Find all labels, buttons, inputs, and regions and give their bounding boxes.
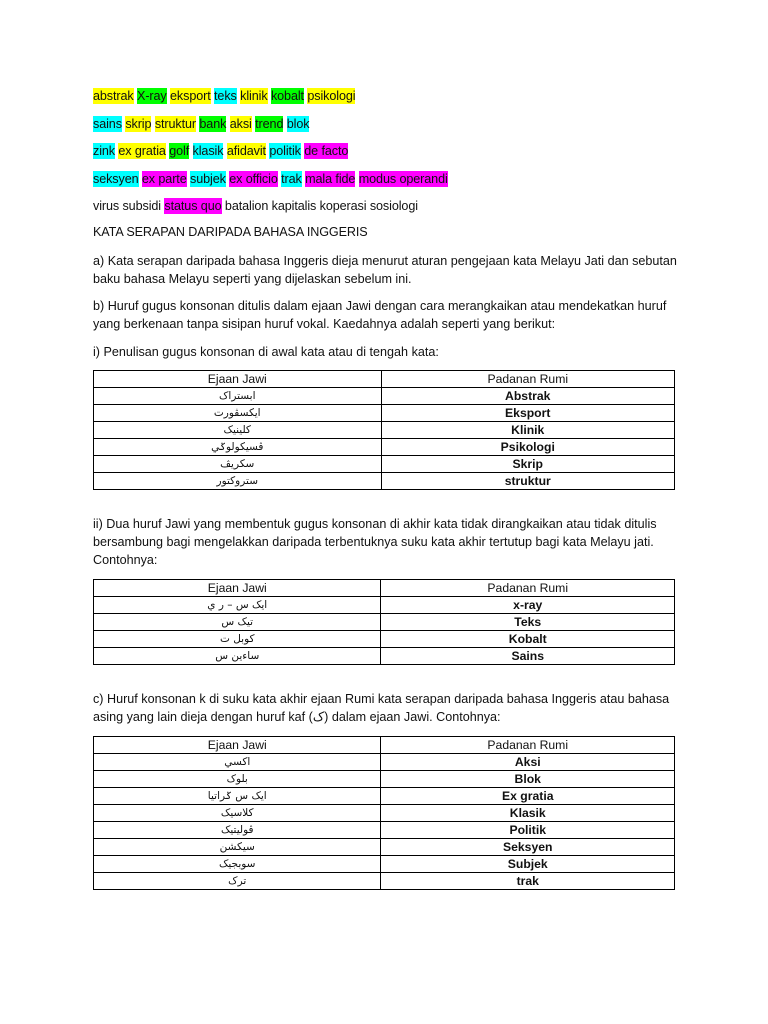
rumi-cell: Teks	[381, 614, 675, 631]
jawi-cell: ستروکتور	[94, 473, 382, 490]
highlighted-word: seksyen	[93, 172, 139, 186]
table-row	[94, 631, 675, 648]
table-row	[94, 405, 675, 422]
table-row	[94, 873, 675, 890]
rumi-cell: Ex gratia	[381, 788, 675, 805]
jawi-cell: ساءين س	[94, 648, 381, 665]
rumi-cell: struktur	[381, 473, 675, 490]
header-jawi: Ejaan Jawi	[94, 580, 381, 597]
highlighted-word: golf	[169, 144, 190, 158]
paragraph-b-i: i) Penulisan gugus konsonan di awal kata atau di tengah kata:	[93, 345, 439, 359]
highlighted-word: status quo	[164, 199, 222, 213]
highlighted-word: ex parte	[141, 172, 187, 186]
table-header-row	[94, 580, 675, 597]
highlighted-word: politik	[269, 144, 301, 158]
plain-text: virus subsidi	[93, 199, 165, 213]
jawi-cell: ابستراک	[94, 388, 382, 405]
header-jawi: Ejaan Jawi	[94, 371, 382, 388]
paragraph-a: a) Kata serapan daripada bahasa Inggeris dieja menurut aturan pengejaan kata Melayu Jati dan sebutan baku bahasa Melayu seperti yang dijelaskan sebelum ini.	[93, 254, 677, 286]
jawi-cell: ايک س ݢراتيا	[94, 788, 381, 805]
rumi-cell: x-ray	[381, 597, 675, 614]
rumi-cell: Skrip	[381, 456, 675, 473]
jawi-cell: ايک س – ر ي	[94, 597, 381, 614]
jawi-cell: سکريڤ	[94, 456, 382, 473]
rumi-cell: Blok	[381, 771, 675, 788]
jawi-cell: اکسي	[94, 754, 381, 771]
header-jawi: Ejaan Jawi	[94, 737, 381, 754]
highlighted-word: trend	[255, 117, 284, 131]
highlighted-word: de facto	[304, 144, 349, 158]
rumi-cell: Klasik	[381, 805, 675, 822]
highlighted-word: subjek	[190, 172, 226, 186]
rumi-cell: Abstrak	[381, 388, 675, 405]
highlighted-word: zink	[93, 144, 115, 158]
jawi-table-2	[93, 579, 675, 665]
word-row	[93, 198, 418, 214]
table-row	[94, 754, 675, 771]
jawi-cell: ترک	[94, 873, 381, 890]
highlighted-word: teks	[214, 89, 237, 103]
highlighted-word: klasik	[192, 144, 224, 158]
jawi-cell: سيکشن	[94, 839, 381, 856]
jawi-cell: کوبل ت	[94, 631, 381, 648]
rumi-cell: Sains	[381, 648, 675, 665]
jawi-cell: سوبجيک	[94, 856, 381, 873]
jawi-table-3	[93, 736, 675, 890]
jawi-cell: ڤوليتيک	[94, 822, 381, 839]
section-heading: KATA SERAPAN DARIPADA BAHASA INGGERIS	[93, 225, 368, 239]
highlighted-word: ex gratia	[118, 144, 166, 158]
table-row	[94, 422, 675, 439]
rumi-cell: Eksport	[381, 405, 675, 422]
table-row	[94, 597, 675, 614]
plain-text: batalion kapitalis koperasi sosiologi	[221, 199, 418, 213]
jawi-cell: کلينيک	[94, 422, 382, 439]
table-row	[94, 771, 675, 788]
rumi-cell: Subjek	[381, 856, 675, 873]
jawi-table-1	[93, 370, 675, 490]
highlighted-word: eksport	[170, 89, 211, 103]
table-row	[94, 788, 675, 805]
highlighted-word: psikologi	[307, 89, 356, 103]
highlighted-word: klinik	[240, 89, 268, 103]
word-row	[93, 143, 348, 159]
table-row	[94, 822, 675, 839]
highlighted-word: afidavit	[226, 144, 266, 158]
jawi-cell: بلوک	[94, 771, 381, 788]
table-header-row	[94, 371, 675, 388]
table-header-row	[94, 737, 675, 754]
rumi-cell: Seksyen	[381, 839, 675, 856]
highlighted-word: mala fide	[305, 172, 356, 186]
table-row	[94, 456, 675, 473]
highlighted-word: aksi	[229, 117, 252, 131]
table-row	[94, 388, 675, 405]
table-row	[94, 648, 675, 665]
highlighted-word: skrip	[125, 117, 152, 131]
highlighted-word: ex officio	[229, 172, 278, 186]
table-row	[94, 614, 675, 631]
table-row	[94, 805, 675, 822]
table-row	[94, 473, 675, 490]
rumi-cell: Aksi	[381, 754, 675, 771]
highlighted-word: X-ray	[137, 89, 167, 103]
rumi-cell: trak	[381, 873, 675, 890]
highlighted-word: trak	[281, 172, 302, 186]
paragraph-c: c) Huruf konsonan k di suku kata akhir ejaan Rumi kata serapan daripada bahasa Inggeris atau bahasa asing yang lain dieja dengan huruf kaf (ک) dalam ejaan Jawi. Contohnya:	[93, 692, 670, 724]
word-row	[93, 171, 448, 187]
highlighted-word: sains	[93, 117, 122, 131]
rumi-cell: Klinik	[381, 422, 675, 439]
jawi-cell: کلاسيک	[94, 805, 381, 822]
rumi-cell: Politik	[381, 822, 675, 839]
paragraph-ii: ii) Dua huruf Jawi yang membentuk gugus konsonan di akhir kata tidak dirangkaikan atau tidak ditulis bersambung bagi mengelakkan daripada terbentuknya suku kata akhir tertutup bagi kata Melayu jati. Contohnya:	[93, 517, 657, 567]
word-row	[93, 116, 309, 132]
jawi-cell: تيک س	[94, 614, 381, 631]
rumi-cell: Kobalt	[381, 631, 675, 648]
highlighted-word: abstrak	[93, 89, 134, 103]
header-rumi: Padanan Rumi	[381, 737, 675, 754]
paragraph-b: b) Huruf gugus konsonan ditulis dalam ejaan Jawi dengan cara merangkaikan atau mendekatkan huruf yang berkenaan tanpa sisipan huruf vokal. Kaedahnya adalah seperti yang berikut:	[93, 299, 667, 331]
table-row	[94, 439, 675, 456]
rumi-cell: Psikologi	[381, 439, 675, 456]
jawi-cell: ڤسيکولوݢي	[94, 439, 382, 456]
highlighted-word: kobalt	[270, 89, 304, 103]
highlighted-word: modus operandi	[358, 172, 448, 186]
highlighted-word: struktur	[154, 117, 196, 131]
table-row	[94, 839, 675, 856]
jawi-cell: ايکسڤورت	[94, 405, 382, 422]
word-row	[93, 88, 355, 104]
highlighted-word: blok	[286, 117, 310, 131]
header-rumi: Padanan Rumi	[381, 580, 675, 597]
highlighted-word: bank	[199, 117, 227, 131]
header-rumi: Padanan Rumi	[381, 371, 675, 388]
table-row	[94, 856, 675, 873]
